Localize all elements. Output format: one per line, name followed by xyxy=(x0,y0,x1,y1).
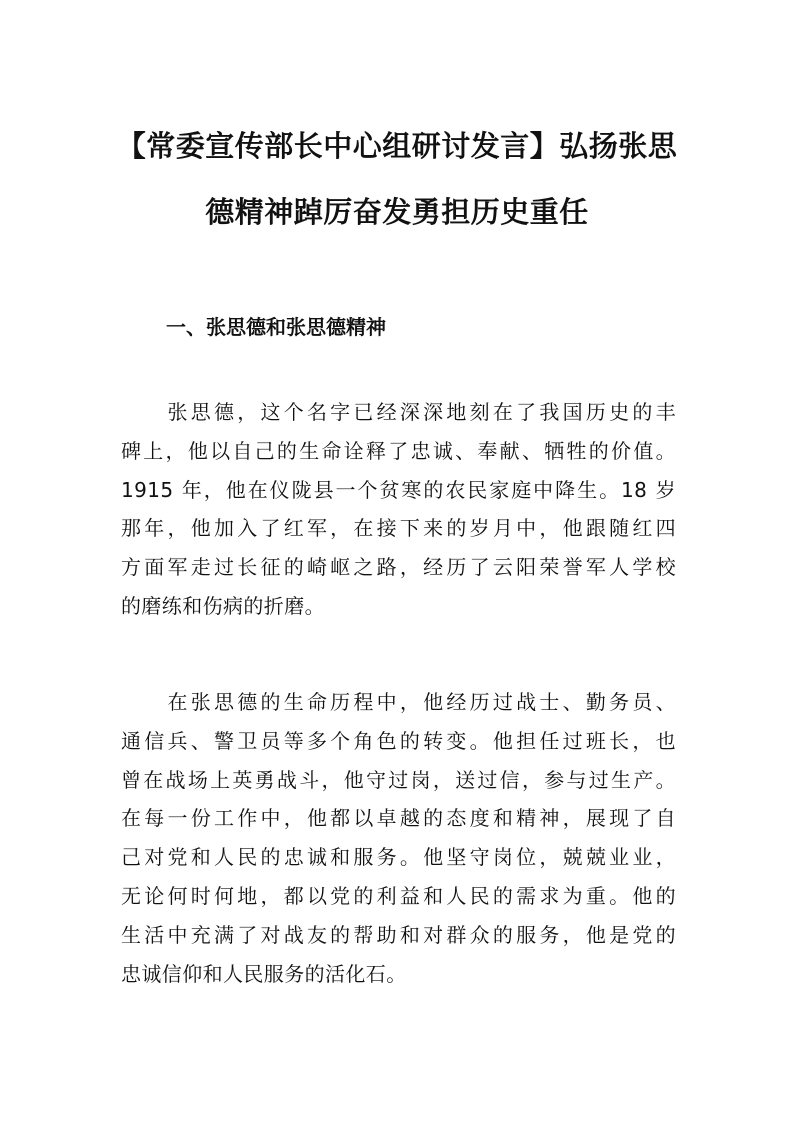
paragraph-line: 1915 年，他在仪陇县一个贫寒的农民家庭中降生。18 岁 xyxy=(121,477,676,502)
paragraph-line: 那年，他加入了红军，在接下来的岁月中，他跟随红四 xyxy=(121,516,676,541)
paragraph-line: 无论何时何地，都以党的利益和人民的需求为重。他的 xyxy=(121,883,676,908)
paragraph-line: 忠诚信仰和人民服务的活化石。 xyxy=(121,961,407,986)
paragraph-line: 张思德，这个名字已经深深地刻在了我国历史的丰 xyxy=(121,400,676,424)
section-heading: 一、张思德和张思德精神 xyxy=(166,315,386,339)
paragraph-line: 在张思德的生命历程中，他经历过战士、勤务员、 xyxy=(121,690,676,714)
document-title-line-2: 德精神踔厉奋发勇担历史重任 xyxy=(205,195,589,229)
paragraph-line: 碑上，他以自己的生命诠释了忠诚、奉献、牺牲的价值。 xyxy=(121,438,676,463)
paragraph-line: 方面军走过长征的崎岖之路，经历了云阳荣誉军人学校 xyxy=(121,555,676,580)
paragraph-line: 的磨练和伤病的折磨。 xyxy=(121,593,325,618)
paragraph-1 xyxy=(121,393,676,626)
paragraph-line: 通信兵、警卫员等多个角色的转变。他担任过班长，也 xyxy=(121,728,676,753)
paragraph-line: 己对党和人民的忠诚和服务。他坚守岗位，兢兢业业， xyxy=(121,845,676,870)
paragraph-2 xyxy=(121,683,676,993)
paragraph-line: 生活中充满了对战友的帮助和对群众的服务，他是党的 xyxy=(121,922,676,947)
document-title-line-1: 【常委宣传部长中心组研讨发言】弘扬张思 xyxy=(116,129,678,163)
paragraph-line: 在每一份工作中，他都以卓越的态度和精神，展现了自 xyxy=(121,806,676,831)
paragraph-line: 曾在战场上英勇战斗，他守过岗，送过信，参与过生产。 xyxy=(121,767,676,792)
